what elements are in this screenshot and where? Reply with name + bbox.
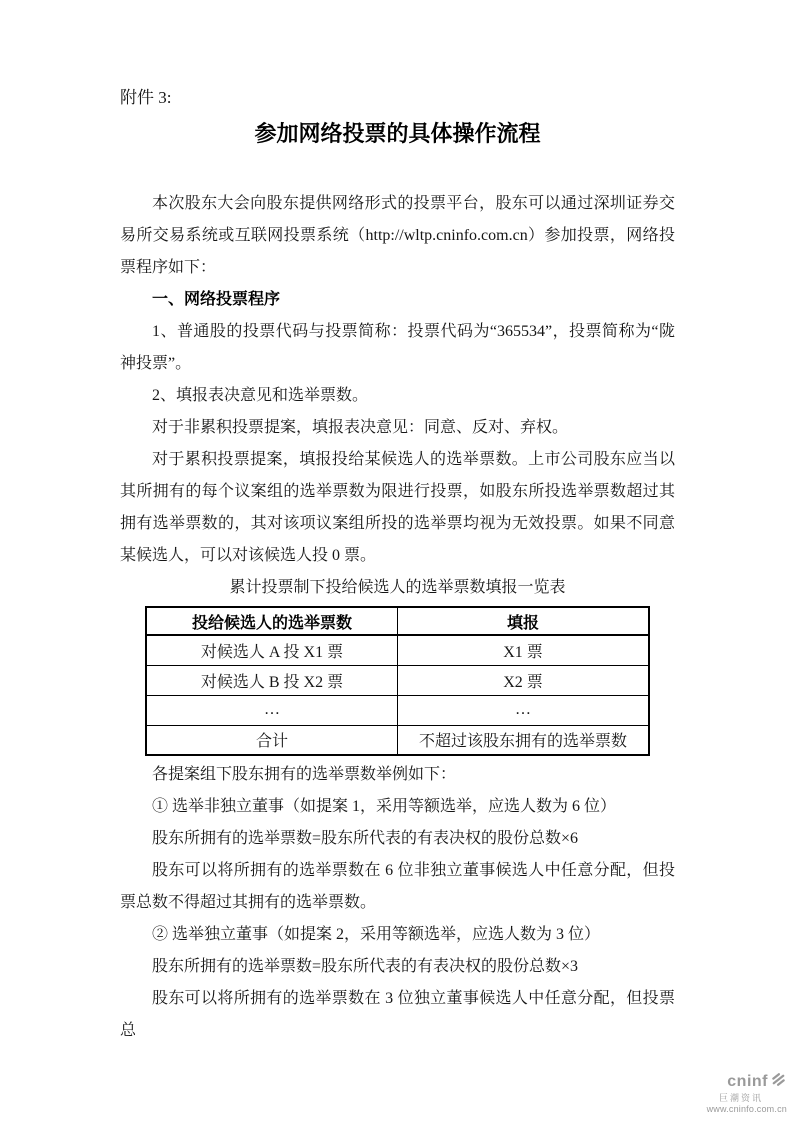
paragraph-fill-opinion: 2、填报表决意见和选举票数。	[152, 387, 369, 404]
paragraph-non-cumulative: 对于非累积投票提案，填报表决意见：同意、反对、弃权。	[152, 419, 569, 436]
paragraph-intro: 本次股东大会向股东提供网络形式的投票平台，股东可以通过深圳证券交易所交易系统或互联网投票系统（http://wltp.cninfo.com.cn）参加投票，网络投票程序如下：	[120, 195, 675, 276]
table-cell: X2 票	[398, 665, 650, 695]
table-cell: 不超过该股东拥有的选举票数	[398, 725, 650, 755]
table-cell: 对候选人 A 投 X1 票	[146, 635, 398, 665]
section-heading-procedure: 一、网络投票程序	[152, 291, 281, 308]
paragraph-example-1-title: ① 选举非独立董事（如提案 1，采用等额选举，应选人数为 6 位）	[152, 798, 617, 815]
table-cell: X1 票	[398, 635, 650, 665]
cninfo-url: www.cninfo.com.cn	[706, 1104, 787, 1114]
cninfo-brand-line	[707, 1071, 787, 1092]
table-cell: 合计	[146, 725, 398, 755]
column-header-votes: 投给候选人的选举票数	[146, 607, 398, 635]
paragraph-example-2-formula: 股东所拥有的选举票数=股东所代表的有表决权的股份总数×3	[152, 958, 579, 975]
table-row	[146, 635, 649, 665]
table-row	[146, 665, 649, 695]
table-row	[146, 695, 649, 725]
table-row	[146, 725, 649, 755]
table-caption: 累计投票制下投给候选人的选举票数填报一览表	[229, 579, 566, 596]
attachment-label: 附件 3:	[120, 88, 172, 107]
paragraph-example-2-rule: 股东可以将所拥有的选举票数在 3 位独立董事候选人中任意分配，但投票总	[120, 990, 675, 1039]
paragraph-vote-code: 1、普通股的投票代码与投票简称：投票代码为“365534”，投票简称为“陇神投票”。	[120, 323, 675, 372]
cumulative-vote-table	[145, 606, 650, 756]
paragraph-example-2-title: ② 选举独立董事（如提案 2，采用等额选举，应选人数为 3 位）	[152, 926, 601, 943]
table-cell: …	[146, 695, 398, 725]
table-cell: 对候选人 B 投 X2 票	[146, 665, 398, 695]
paragraph-example-1-formula: 股东所拥有的选举票数=股东所代表的有表决权的股份总数×6	[152, 830, 579, 847]
document-title: 参加网络投票的具体操作流程	[254, 121, 541, 146]
cninfo-brand-chinese: 巨潮资讯	[718, 1093, 763, 1103]
table-cell: …	[398, 695, 650, 725]
paragraph-example-1-rule: 股东可以将所拥有的选举票数在 6 位非独立董事候选人中任意分配，但投票总数不得超过其拥有的选举票数。	[120, 862, 675, 911]
cninfo-brand-text: cninf	[727, 1072, 768, 1090]
document-content	[120, 84, 675, 1047]
cninfo-logo	[707, 1071, 787, 1114]
table-header-row	[146, 607, 649, 635]
cninfo-swirl-icon	[770, 1071, 787, 1092]
column-header-fill: 填报	[398, 607, 650, 635]
paragraph-cumulative: 对于累积投票提案，填报投给某候选人的选举票数。上市公司股东应当以其所拥有的每个议案组的选举票数为限进行投票，如股东所投选举票数超过其拥有选举票数的，其对该项议案组所投的选举票均视为无效投票。如果不同意某候选人，可以对该候选人投 0 票。	[120, 451, 675, 564]
paragraph-examples-intro: 各提案组下股东拥有的选举票数举例如下：	[152, 766, 457, 783]
